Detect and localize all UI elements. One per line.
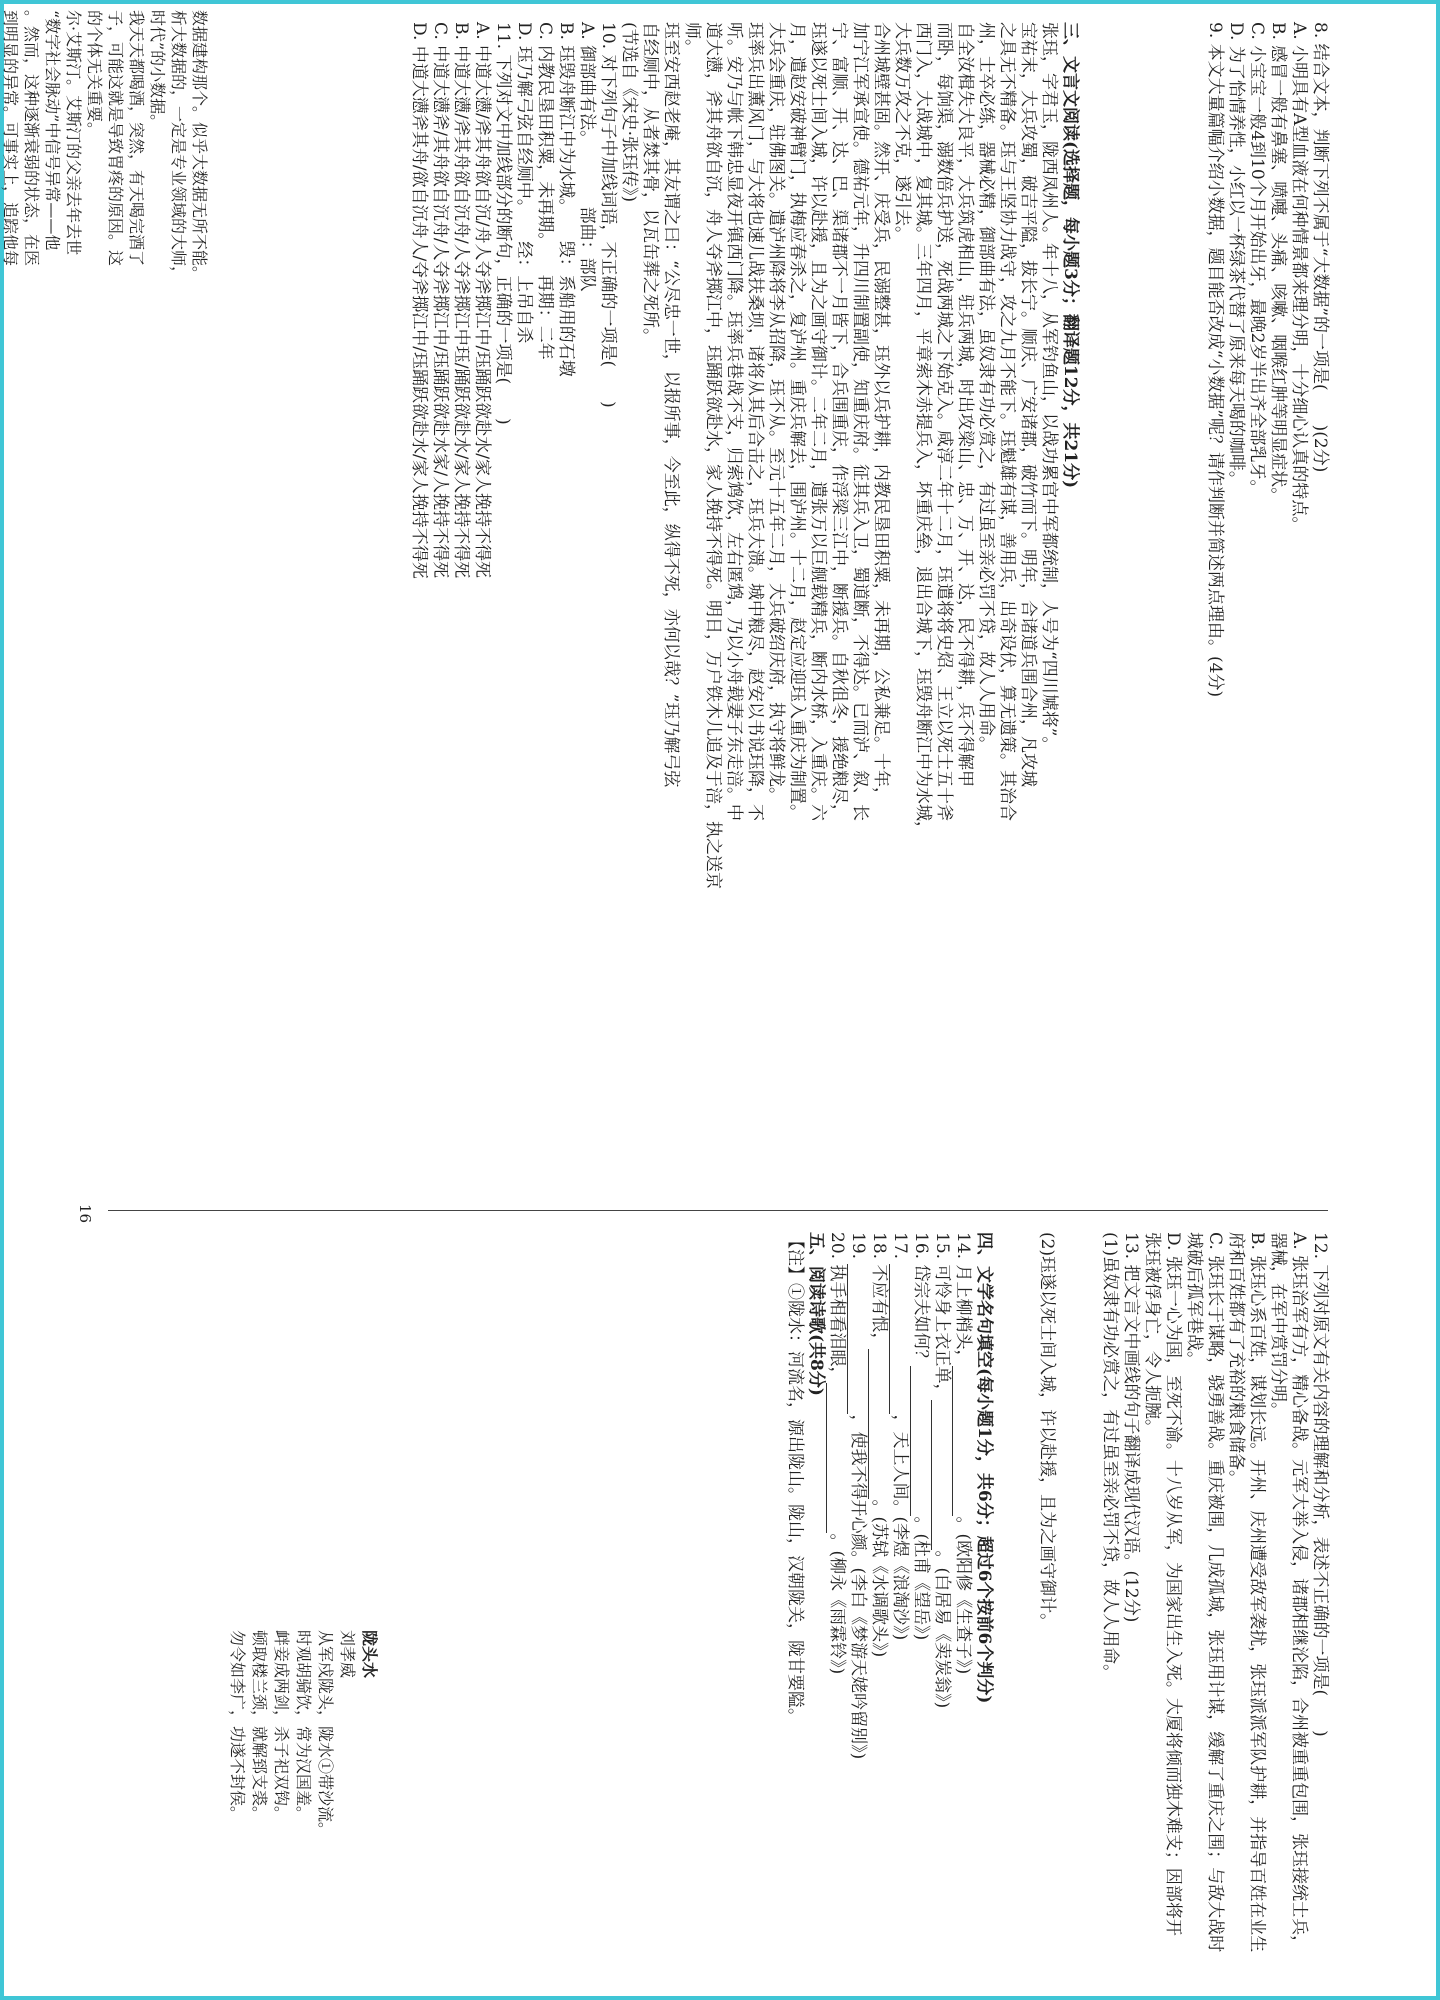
passage-line: 州，士卒必练，器械必精，御部曲有法，虽奴隶有功必赏之，有过虽至亲必罚不贷，故人人用命。 (976, 22, 996, 753)
right-border (1436, 0, 1440, 2000)
passage-line: 张珏，字君玉，陇西凤州人。年十八，从军钓鱼山，以战功累官中军都统制，人号为“四川虓将”。 (1039, 22, 1059, 754)
passage-fragment: 时代”的小数据。 (148, 10, 167, 131)
option-line: 城破后孤军巷战。 (1184, 1232, 1204, 1368)
passage-line: 师。 (682, 22, 702, 56)
question-line: 9. 本文大量篇幅介绍小数据，题目能否改成“小数据”呢？请作判断并简述两点理由。(4分) (1205, 22, 1225, 698)
section-title: 五、阅读诗歌(共8分) (806, 1232, 826, 1396)
option-line: B. 中道大懑/斧其舟欲自沉舟/人夺斧掷江中珏/踊跃欲赴水/家人挽持不得死 (451, 22, 471, 579)
passage-line: 合州城壁甚固。然开、庆受兵，民溺整甚，珏外以兵护耕，内教民垦田积粟，未再期，公私兼足。十年， (871, 22, 891, 804)
passage-line: 而卧，每饷渠，溺数倍兵护送，死战两城之下始克入。咸淳二年十二月，珏遣将将史炤、王立以死士五十斧 (934, 22, 954, 821)
poem-line: 从军戍陇头，陇水①带沙流。 (316, 1630, 335, 1839)
passage-line: 大兵数万攻之不克，遂引去。 (892, 22, 912, 243)
option-line: 张珏被俘身亡，令人扼腕。 (1142, 1232, 1162, 1436)
blank-line[interactable] (847, 1264, 862, 1414)
question-13: 13. 把文言文中画线的句子翻译成现代汉语。(12分) (1121, 1232, 1141, 1623)
passage-line: 珏至安西赵老庵，其友谓之曰：“公尽忠一世，以报所事，今至此，纵得不死，亦何以哉？”珏乃解弓弦 (661, 22, 681, 788)
passage-fragment: 的个体无关重要。 (85, 10, 104, 139)
poem-line: 勿令如李广，功遂不封侯。 (228, 1630, 247, 1823)
left-passage-continued (0, 10, 210, 291)
bottom-border (0, 1996, 1440, 2000)
poem-block (226, 1630, 380, 1838)
question-10: 10. 对下列句子中加线词语，不正确的一项是( ) (598, 22, 618, 408)
option-line: D. 珏乃解弓弦自经厕中。 经：上吊自杀 (514, 22, 534, 344)
page-number: 16 (76, 1204, 94, 1224)
fill-blank-item: 15. 可怜身上衣正单，。(白居易《卖炭翁》) (932, 1232, 952, 1709)
question-line: D. 为了怡情养性，小红以一杯绿茶代替了原来每天喝的咖啡。 (1226, 22, 1246, 488)
poem-line: 时观胡骑饮，常为汉国羞。 (294, 1630, 313, 1823)
question-line: C. 小宝宝一般4到10个月开始出牙，最晚2岁半出齐全部乳牙。 (1247, 22, 1267, 497)
passage-fragment: 数据建构那个。似乎大数据无所不能。 (190, 10, 209, 283)
translate-item-1: (1)虽奴隶有功必赏之，有过虽至亲必罚不贷，故人人用命。 (1100, 1232, 1120, 1682)
question-line: A. 小明具有A型血液在何种情景都来理分明，十分细心认真的特点。 (1289, 22, 1309, 534)
fill-blank-item: 17. ，天上人间。(李煜《浪淘沙》) (890, 1232, 910, 1641)
poem-note: 【注】①陇水：河流名，源出陇山。陇山，汉朝陇关，陇甘要隘。 (785, 1232, 805, 1725)
passage-fragment: 尔·艾斯汀。艾斯汀的父亲去年去世 (64, 10, 83, 256)
fill-blank-item: 20. 执手相看泪眼，。(柳永《雨霖铃》) (827, 1232, 847, 1675)
poem-line: 衅妾成两剑，杀子祀双钩。 (272, 1630, 291, 1823)
passage-fragment: “数字社会脉动”中信号异常——他 (43, 10, 62, 251)
answer-space (1057, 1232, 1078, 1952)
option-line: C. 内教民垦田积粟，未再期。 再期：二年 (535, 22, 555, 360)
passage-fragment: 。然而，这种逐渐衰弱的状态，在医 (22, 10, 41, 267)
classical-chinese-section (408, 22, 1080, 889)
blank-line[interactable] (826, 1383, 841, 1533)
passage-line: 自全汝楫失大良平，大兵筑虎相山，驻兵两城，时出攻梁山、忠、万、开、达，民不得耕，兵不得解甲 (955, 22, 975, 787)
blank-line[interactable] (952, 1366, 967, 1516)
option-line: D. 中道大懑斧其舟/欲自沉舟人/夺斧掷江中/珏踊跃欲赴水/家人挽持不得死 (409, 22, 429, 579)
passage-line: 珏遂以死士间入城，许以赴援，且为之画守御计。二年二月，遣张万以巨舰载精兵，断内水桥，入重庆。六 (808, 22, 828, 821)
fill-blank-item: 18. 不应有恨，。(苏轼《水调歌头》) (869, 1232, 889, 1658)
passage-line: 月，遣赵安破神臂门，执梅应春杀之，复泸州。重庆兵解去，围泸州。十二月，赵定应迎珏入重庆为制置。 (787, 22, 807, 821)
left-border (0, 0, 4, 2000)
option-line: A. 御部曲有法。 部曲：部队 (577, 22, 597, 292)
option-line: D. 张珏一心为国，至死不渝。十八岁从军，为国家出生入死。大厦将倾而独木难支；因部将开 (1163, 1232, 1183, 1936)
poem-title: 陇头水 (360, 1630, 379, 1679)
source-note: (节选自《宋史·张珏传》) (619, 22, 639, 203)
questions-8-9 (1204, 22, 1330, 697)
option-line: B. 珏毁舟断江中为水城。 毁：系船用的石墩 (556, 22, 576, 377)
passage-fragment: 我天天都喝酒，突然，有天喝完酒了 (127, 10, 146, 267)
question-11: 11. 下列对文中加线部分的断句，正确的一项是( ) (493, 22, 513, 425)
blank-line[interactable] (931, 1400, 946, 1550)
question-12: 12. 下列对原文有关内容的理解和分析，表述不正确的一项是( ) (1310, 1232, 1330, 1737)
passage-line: 大兵会重庆，驻佛图关。遣泸州降将李从招降，珏不从。至元十五年二月，大兵破绍庆府，执守将鲜龙。 (766, 22, 786, 804)
fill-blank-item: 19. ，使我不得开心颜。(李白《梦游天姥吟留别》) (848, 1232, 868, 1760)
questions-12-20 (784, 1232, 1330, 1952)
passage-line: 珏率兵出薰风门，与大将也速儿战扶桑坝，诸将从其后合击之，珏兵大溃。城中粮尽，赵安以书说珏降，不 (745, 22, 765, 821)
passage-fragment: 子，可能这就是导致胃疼的原因。这 (106, 10, 125, 267)
page-divider (108, 1210, 1328, 1211)
fill-blank-item: 16. 岱宗夫如何？。(杜甫《望岳》) (911, 1232, 931, 1641)
passage-fragment: 到明显的异常。可事实上，追踪他每 (1, 10, 20, 267)
top-border (0, 0, 1440, 4)
option-line: 府和百姓都有了充裕的粮食储备。 (1226, 1232, 1246, 1487)
passage-line: 自经厕中，从者焚其骨，以瓦缶葬之死所。 (640, 22, 660, 345)
option-line: 器械，在军中赏罚分明。 (1268, 1232, 1288, 1419)
passage-fragment: 析大数据的，一定是专业领域的大师， (169, 10, 188, 283)
blank-line[interactable] (868, 1349, 883, 1499)
passage-line: 加宁江军承宣使。德祐元年，升四川制置副使，知重庆府。征其兵入卫，蜀道断，不得达。已而泸、叙、长 (850, 22, 870, 821)
passage-line: 听。安乃与帐下韩忠显夜开镇西门降。珏率兵巷战不支，归索鸩饮，左右匿鸩，乃以小舟载妻子东走涪。中 (724, 22, 744, 821)
translate-item-2: (2)珏遂以死士间入城，许以赴援，且为之画守御计。 (1037, 1232, 1057, 1631)
passage-line: 西门入，大战城中，复其城。三年四月，平章索木赤提兵入，坏重庆垒，退出合城下，珏毁舟断江中为水城， (913, 22, 933, 838)
passage-line: 宁、富顺、开、达、巴、渠诸郡不一月皆下，合兵围重庆，作浮梁三江中，断援兵。自秋徂冬，援绝粮尽， (829, 22, 849, 821)
blank-line[interactable] (910, 1366, 925, 1516)
question-line: B. 感冒一般有鼻塞、喷嚏、头痛、咳嗽、咽喉红肿等明显症状。 (1268, 22, 1288, 505)
answer-space (994, 1232, 1015, 1952)
option-line: C. 中道大懑斧/其舟欲自沉舟/人夺斧掷江中/珏踊跃欲赴水家/人挽持不得死 (430, 22, 450, 579)
option-line: A. 中道大懑/斧其舟欲自沉/舟人夺斧掷江中/珏踊跃欲赴水/家人挽持不得死 (472, 22, 492, 578)
passage-line: 之具无不精备。珏与王坚协力战守，攻之九月不能下。珏魁雄有谋，善用兵，出奇设伏，算无遗策。其治合 (997, 22, 1017, 821)
blank-line[interactable] (889, 1264, 904, 1414)
passage-line: 道大懑，斧其舟欲自沉，舟人夺斧掷江中，珏踊跃欲赴水，家人挽持不得死。明日，万户铁木儿追及于涪，执之送京 (703, 22, 723, 889)
poem-line: 顿取楼兰颈，就解郅支裘。 (250, 1630, 269, 1823)
option-line: C. 张珏长于谋略，骁勇善战。重庆被围，几成孤城，张珏用计谋，缓解了重庆之围；与敌大战时 (1205, 1232, 1225, 1953)
section-title: 四、文学名句填空(每小题1分，共6分；超过6个按前6个判分) (974, 1232, 994, 1704)
fill-blank-item: 14. 月上柳梢头，。(欧阳修《生查子》) (953, 1232, 973, 1675)
answer-space (1078, 1232, 1099, 1952)
option-line: A. 张珏治军有方，精心备战。元军大举入侵，诸郡相继沦陷，合州被重重包围，张珏接统士兵， (1289, 1232, 1309, 1953)
answer-space (1015, 1232, 1036, 1952)
section-title: 三、文言文阅读(选择题，每小题3分；翻译题12分，共21分) (1060, 22, 1080, 489)
option-line: B. 张珏心系百姓，谋划长远。开州、庆州遭受敌军袭扰，张珏派派军队护耕，并指导百姓在业生 (1247, 1232, 1267, 1953)
question-line: 8. 结合文本，判断下列不属于“大数据”的一项是( )(2分) (1310, 22, 1330, 473)
passage-line: 宝祐末，大兵攻蜀，破吉平隘，拔长宁。顺庆、广安诸郡，破竹而下。明年，合诸道兵围合州，凡攻城 (1018, 22, 1038, 787)
poem-author: 刘孝威 (338, 1630, 357, 1679)
